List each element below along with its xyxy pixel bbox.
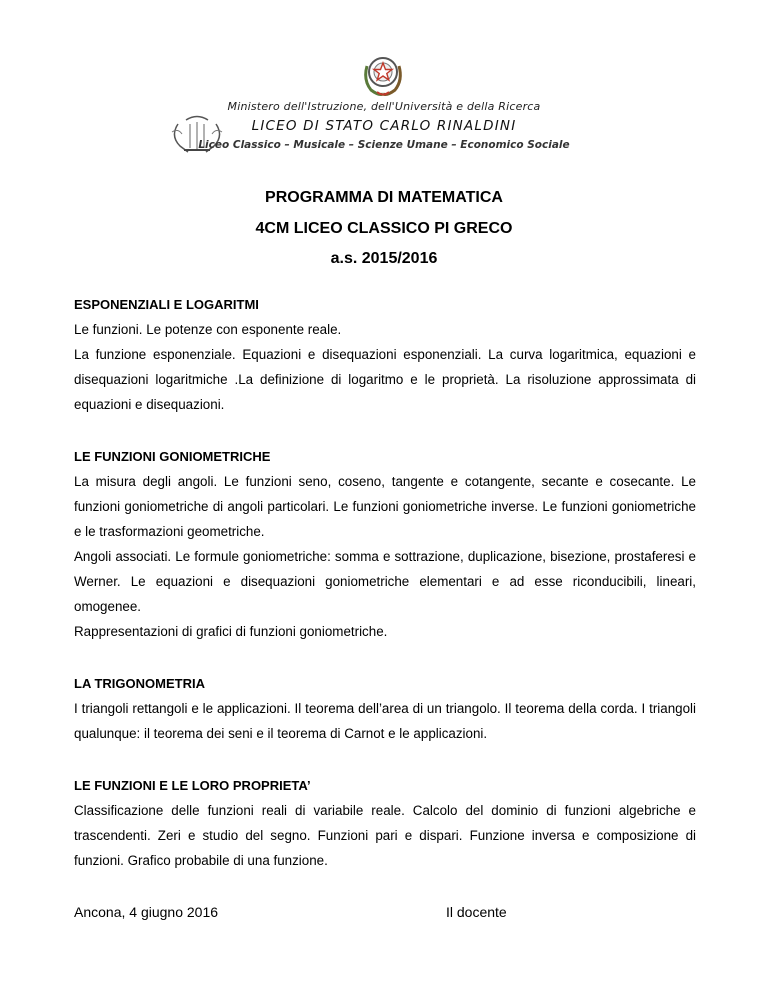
section-title: LE FUNZIONI E LE LORO PROPRIETA’ (74, 778, 311, 793)
school-year: a.s. 2015/2016 (330, 250, 438, 267)
section-paragraph: La funzione esponenziale. Equazioni e disequazioni esponenziali. La curva logaritmica, equazioni e disequazioni logaritmiche .La definizione di logaritmo e le proprietà. La risoluzione approssimata di equazioni e disequazioni. (74, 347, 696, 412)
section-title: ESPONENZIALI E LOGARITMI (74, 297, 259, 312)
place-date: Ancona, 4 giugno 2016 (74, 904, 219, 920)
section-paragraph: I triangoli rettangoli e le applicazioni. Il teorema dell’area di un triangolo. Il teorema della corda. I triangoli qualunque: il teorema dei seni e il teorema di Carnot e le applicazioni. (74, 701, 696, 741)
program-content (74, 292, 696, 900)
section-trigonometria (74, 671, 696, 746)
republic-emblem-icon (359, 48, 407, 98)
section-funzioni (74, 773, 696, 873)
section-title: LA TRIGONOMETRIA (74, 676, 205, 691)
section-title: LE FUNZIONI GONIOMETRICHE (74, 449, 271, 464)
section-goniometriche (74, 444, 696, 644)
section-paragraph: La misura degli angoli. Le funzioni seno, coseno, tangente e cotangente, secante e cosecante. Le funzioni goniometriche di angoli particolari. Le funzioni goniometriche inverse. Le funzioni goniometriche e le trasformazioni geometriche. (74, 474, 696, 539)
section-paragraph: Classificazione delle funzioni reali di variabile reale. Calcolo del dominio di funzioni algebriche e trascendenti. Zeri e studio del segno. Funzioni pari e dispari. Funzione inversa e composizione di funzioni. Grafico probabile di una funzione. (74, 803, 696, 868)
school-name: LICEO DI STATO CARLO RINALDINI (251, 118, 517, 134)
school-subtitle: Liceo Classico – Musicale – Scienze Umane – Economico Sociale (198, 139, 570, 151)
section-paragraph: Rappresentazioni di grafici di funzioni goniometriche. (74, 624, 388, 639)
section-esponenziali (74, 292, 696, 417)
teacher-signature-label: Il docente (446, 904, 507, 920)
ministry-name: Ministero dell'Istruzione, dell'Università e della Ricerca (227, 100, 541, 113)
class-name: 4CM LICEO CLASSICO PI GRECO (255, 220, 513, 237)
section-paragraph: Angoli associati. Le formule goniometriche: somma e sottrazione, duplicazione, bisezione, prostaferesi e Werner. Le equazioni e disequazioni goniometriche elementari e ad esse riconducibili, lineari, omogenee. (74, 549, 696, 614)
document-title: PROGRAMMA DI MATEMATICA (265, 189, 503, 206)
section-paragraph: Le funzioni. Le potenze con esponente reale. (74, 322, 342, 337)
